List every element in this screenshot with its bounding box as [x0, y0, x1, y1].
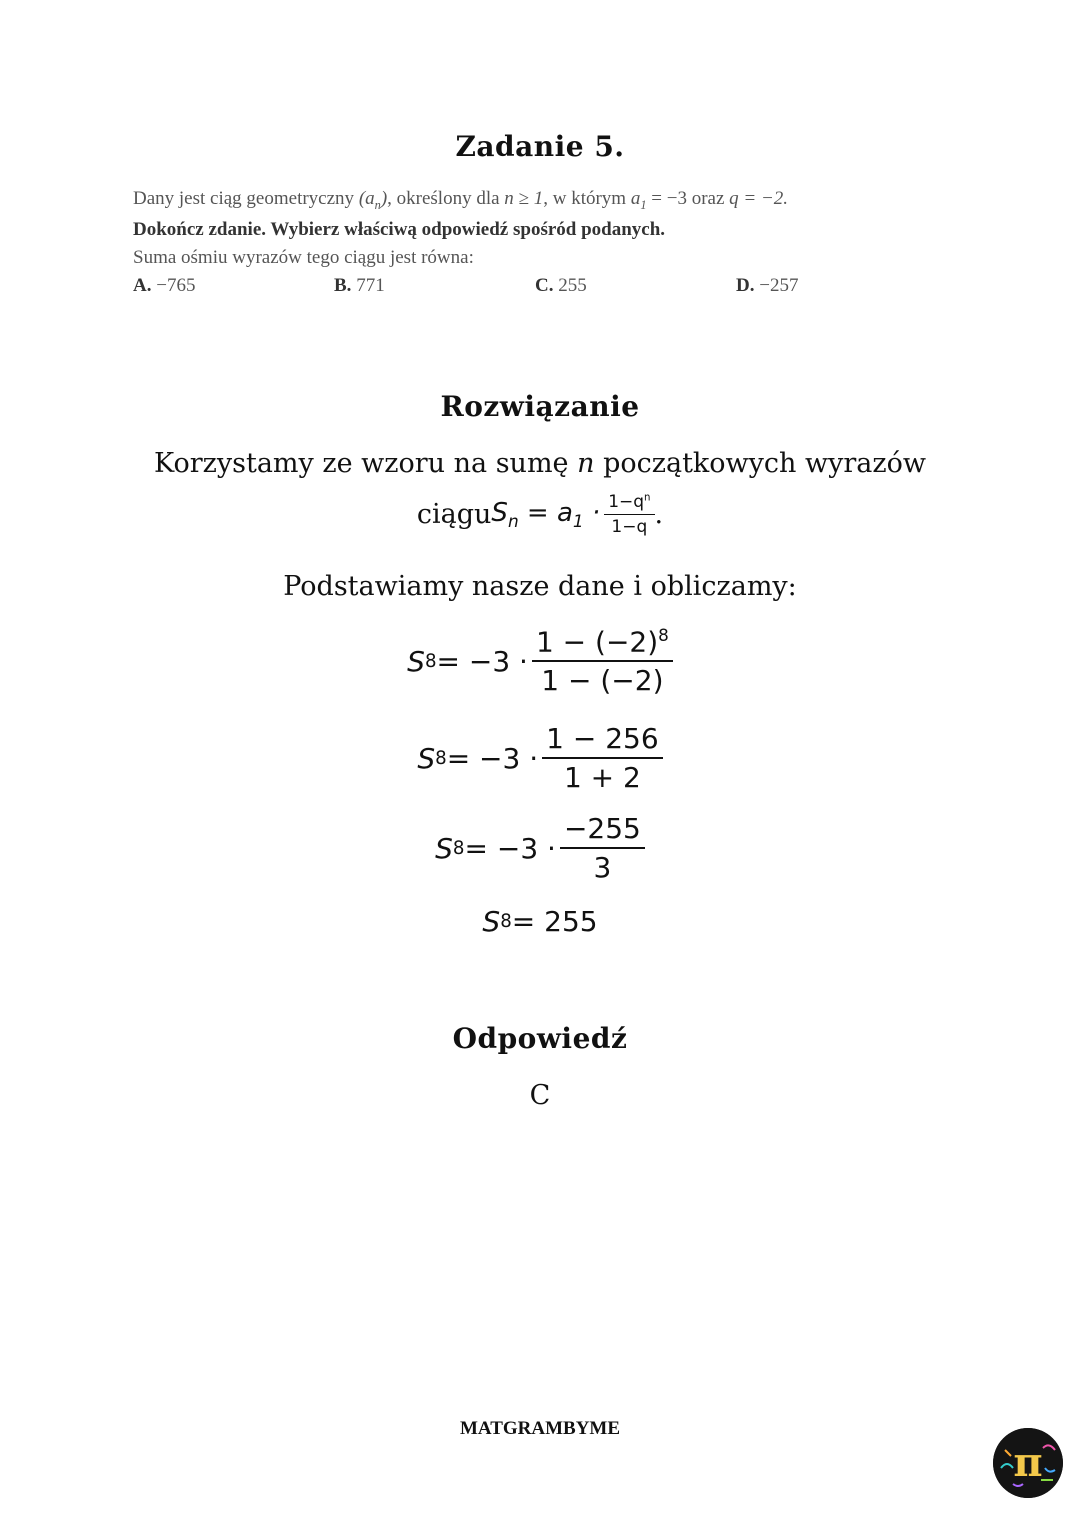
- text: , w którym: [543, 188, 631, 209]
- task-title: Zadanie 5.: [455, 130, 625, 163]
- task-statement: [133, 188, 788, 213]
- text: Dany jest ciąg geometryczny: [133, 188, 359, 209]
- first-term: $a_1$: [630, 188, 647, 212]
- step-3: S 8 = −3 · $\frac{-255}{3}$: [0, 812, 1080, 884]
- solution-intro: Korzystamy ze wzoru na sumę n początkowych wyrazów: [154, 448, 926, 479]
- text: oraz: [686, 188, 730, 209]
- sequence-notation: $(a_n)$: [358, 188, 388, 212]
- option-c: C. 255: [535, 275, 587, 296]
- step-2: S 8 = −3 · $\frac{1 - 256}{1 + 2}$: [0, 722, 1080, 794]
- condition: n ≥ 1: [504, 188, 544, 209]
- answer-title: Odpowiedź: [452, 1022, 628, 1055]
- pi-logo-icon: [993, 1428, 1063, 1498]
- option-d: D. −257: [736, 275, 799, 296]
- step-1: S 8 = −3 · $\frac{1 - (-2)^8}{1 - (-2)}$: [0, 625, 1080, 697]
- first-term-value: = −3: [646, 188, 687, 209]
- final-result: S 8 = 255: [482, 905, 598, 938]
- text: , określony dla: [387, 188, 505, 209]
- task-question: Suma ośmiu wyrazów tego ciągu jest równa:: [133, 247, 474, 268]
- sum-formula: ciągu $S_n = a_1$ · $\frac{1-q^n}{1-q}$ .: [416, 492, 664, 537]
- answer-value: C: [529, 1080, 551, 1111]
- solution-title: Rozwiązanie: [440, 390, 640, 423]
- footer-brand: MATGRAMBYME: [459, 1418, 621, 1439]
- option-b: B. 771: [334, 275, 385, 296]
- substitute-text: Podstawiamy nasze dane i obliczamy:: [283, 571, 797, 602]
- option-a: A. −765: [133, 275, 196, 296]
- ratio: q = −2.: [729, 188, 789, 209]
- svg-text:π: π: [1013, 1439, 1043, 1486]
- task-instruction: Dokończ zdanie. Wybierz właściwą odpowiedź spośród podanych.: [133, 219, 666, 240]
